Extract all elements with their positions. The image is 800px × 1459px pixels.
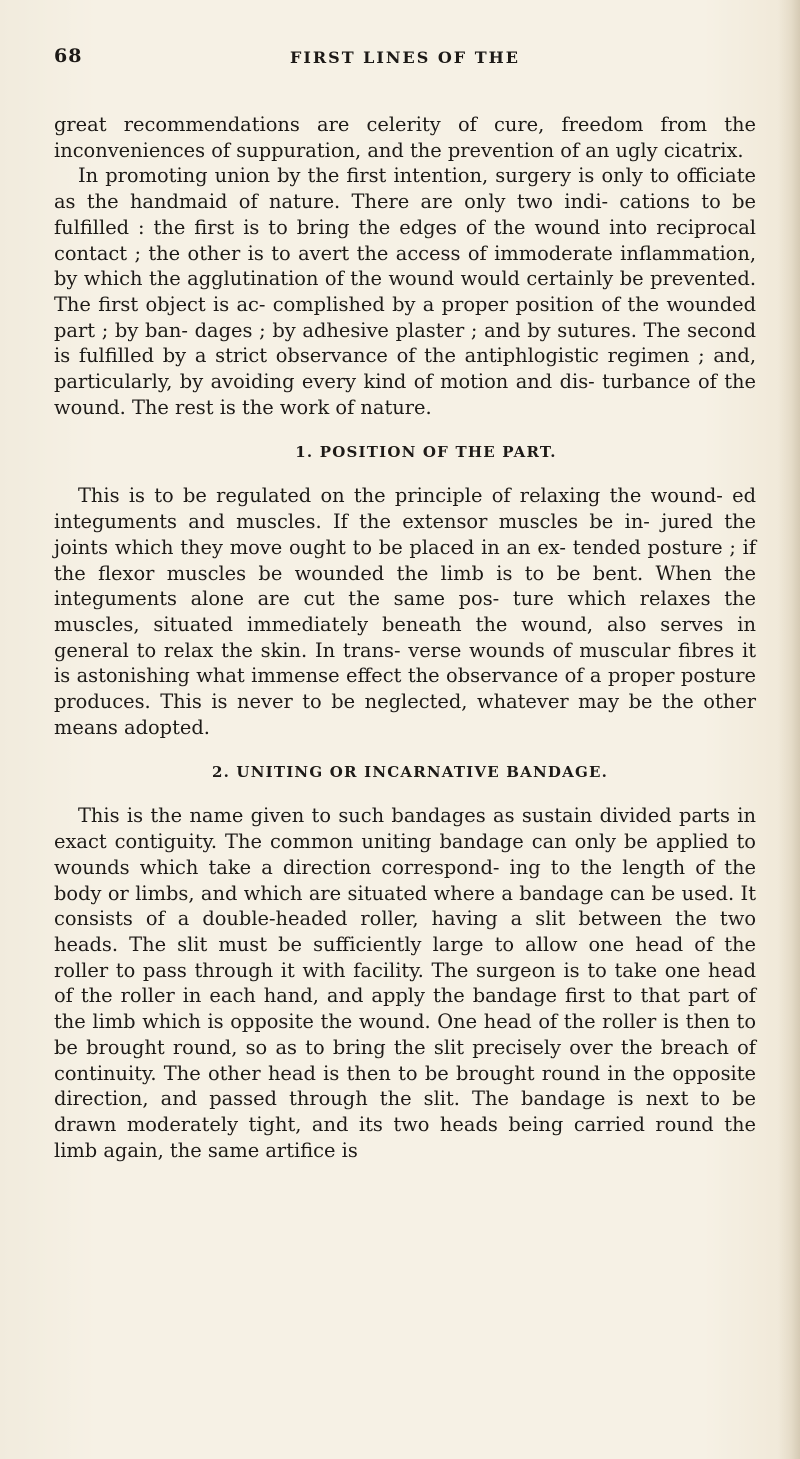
paragraph-position: This is to be regulated on the principle of relaxing the wound- ed integuments and muscles. If the extensor muscles be in- jured the joints which they move ought to be placed in an ex- tended posture ; if the flexor muscles be wounded the limb is to be bent. When the integuments alone are cut the same pos- ture which relaxes the muscles, situated immediately beneath the wound, also serves in general to relax the skin. In trans- verse wounds of muscular fibres it is astonishing what immense effect the observance of a proper posture produces. This is never to be neglected, whatever may be the other means adopted. [54,484,756,739]
paragraph-union: In promoting union by the first intention, surgery is only to officiate as the handmaid of nature. There are only two indi- cations to be fulfilled : the first is to bring the edges of the wound into reciprocal contact ; the other is to avert the access of immoderate inflammation, by which the agglutination of the wound would certainly be prevented. The first object is ac- complished by a proper position of the wounded part ; by ban- dages ; by adhesive plaster ; and by sutures. The second is fulfilled by a strict observance of the antiphlogistic regimen ; and, particularly, by avoiding every kind of motion and dis- turbance of the wound. The rest is the work of nature. [54,164,756,419]
running-head: FIRST LINES OF THE [290,48,520,67]
page-number: 68 [54,45,83,67]
page-body [54,112,756,1163]
paragraph-intro: great recommendations are celerity of cure, freedom from the inconveniences of suppuration, and the prevention of an ugly cicatrix. [54,113,756,162]
page-header [54,45,754,85]
paragraph-uniting-bandage: This is the name given to such bandages as sustain divided parts in exact contiguity. The common uniting bandage can only be applied to wounds which take a direction correspond- ing to the length of the body or limbs, and which are situated where a bandage can be used. It consists of a double-headed roller, having a slit between the two heads. The slit must be sufficiently large to allow one head of the roller to pass through it with facility. The surgeon is to take one head of the roller in each hand, and apply the bandage first to that part of the limb which is opposite the wound. One head of the roller is then to be brought round, so as to bring the slit precisely over the breach of continuity. The other head is then to be brought round in the opposite direction, and passed through the slit. The bandage is next to be drawn moderately tight, and its two heads being carried round the limb again, the same artifice is [54,804,756,1162]
section-heading-uniting-bandage: 2. UNITING OR INCARNATIVE BANDAGE. [211,763,609,782]
section-heading-position: 1. POSITION OF THE PART. [295,443,557,462]
page-edge-shadow [778,0,800,1459]
